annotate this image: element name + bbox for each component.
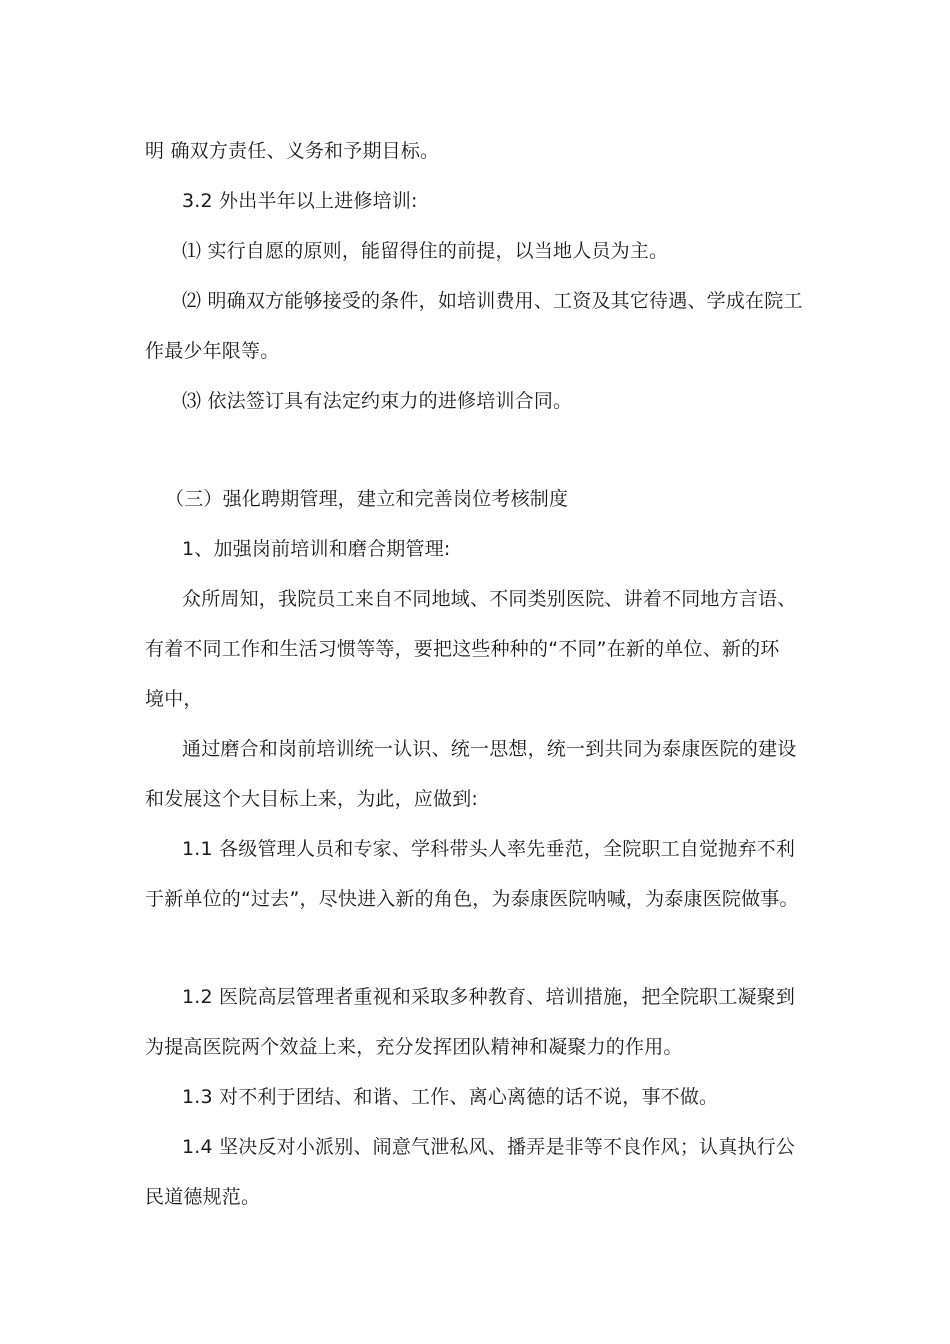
list-item: 1.2 医院高层管理者重视和采取多种教育、培训措施，把全院职工凝聚到	[182, 986, 796, 1008]
section-heading: 3.2 外出半年以上进修培训:	[182, 190, 418, 212]
list-item: 1.1 各级管理人员和专家、学科带头人率先垂范，全院职工自觉抛弃不利	[182, 838, 796, 860]
list-item: ⑵ 明确双方能够接受的条件，如培训费用、工资及其它待遇、学成在院工	[182, 290, 803, 312]
text-line: 作最少年限等。	[145, 340, 280, 362]
list-item: 1.4 坚决反对小派别、闹意气泄私风、播弄是非等不良作风；认真执行公	[182, 1136, 796, 1158]
text-line: 为提高医院两个效益上来，充分发挥团队精神和凝聚力的作用。	[145, 1036, 683, 1058]
text-line: 众所周知，我院员工来自不同地域、不同类别医院、讲着不同地方言语、	[182, 588, 797, 610]
text-line: 境中，	[145, 688, 203, 710]
text-line: 于新单位的“过去”，尽快进入新的角色，为泰康医院呐喊，为泰康医院做事。	[145, 888, 799, 910]
list-item: ⑴ 实行自愿的原则，能留得住的前提，以当地人员为主。	[182, 240, 669, 262]
subsection-heading: 1、加强岗前培训和磨合期管理:	[182, 538, 451, 560]
text-line: 民道德规范。	[145, 1186, 261, 1208]
text-line: 和发展这个大目标上来，为此，应做到:	[145, 788, 479, 810]
text-line: 通过磨合和岗前培训统一认识、统一思想，统一到共同为泰康医院的建设	[182, 738, 797, 760]
text-line: 明 确双方责任、义务和予期目标。	[145, 140, 440, 162]
text-line: 有着不同工作和生活习惯等等，要把这些种种的“不同”在新的单位、新的环	[145, 638, 780, 660]
list-item: 1.3 对不利于团结、和谐、工作、离心离德的话不说，事不做。	[182, 1086, 719, 1108]
section-title: （三）强化聘期管理，建立和完善岗位考核制度	[165, 488, 569, 510]
list-item: ⑶ 依法签订具有法定约束力的进修培训合同。	[182, 390, 573, 412]
